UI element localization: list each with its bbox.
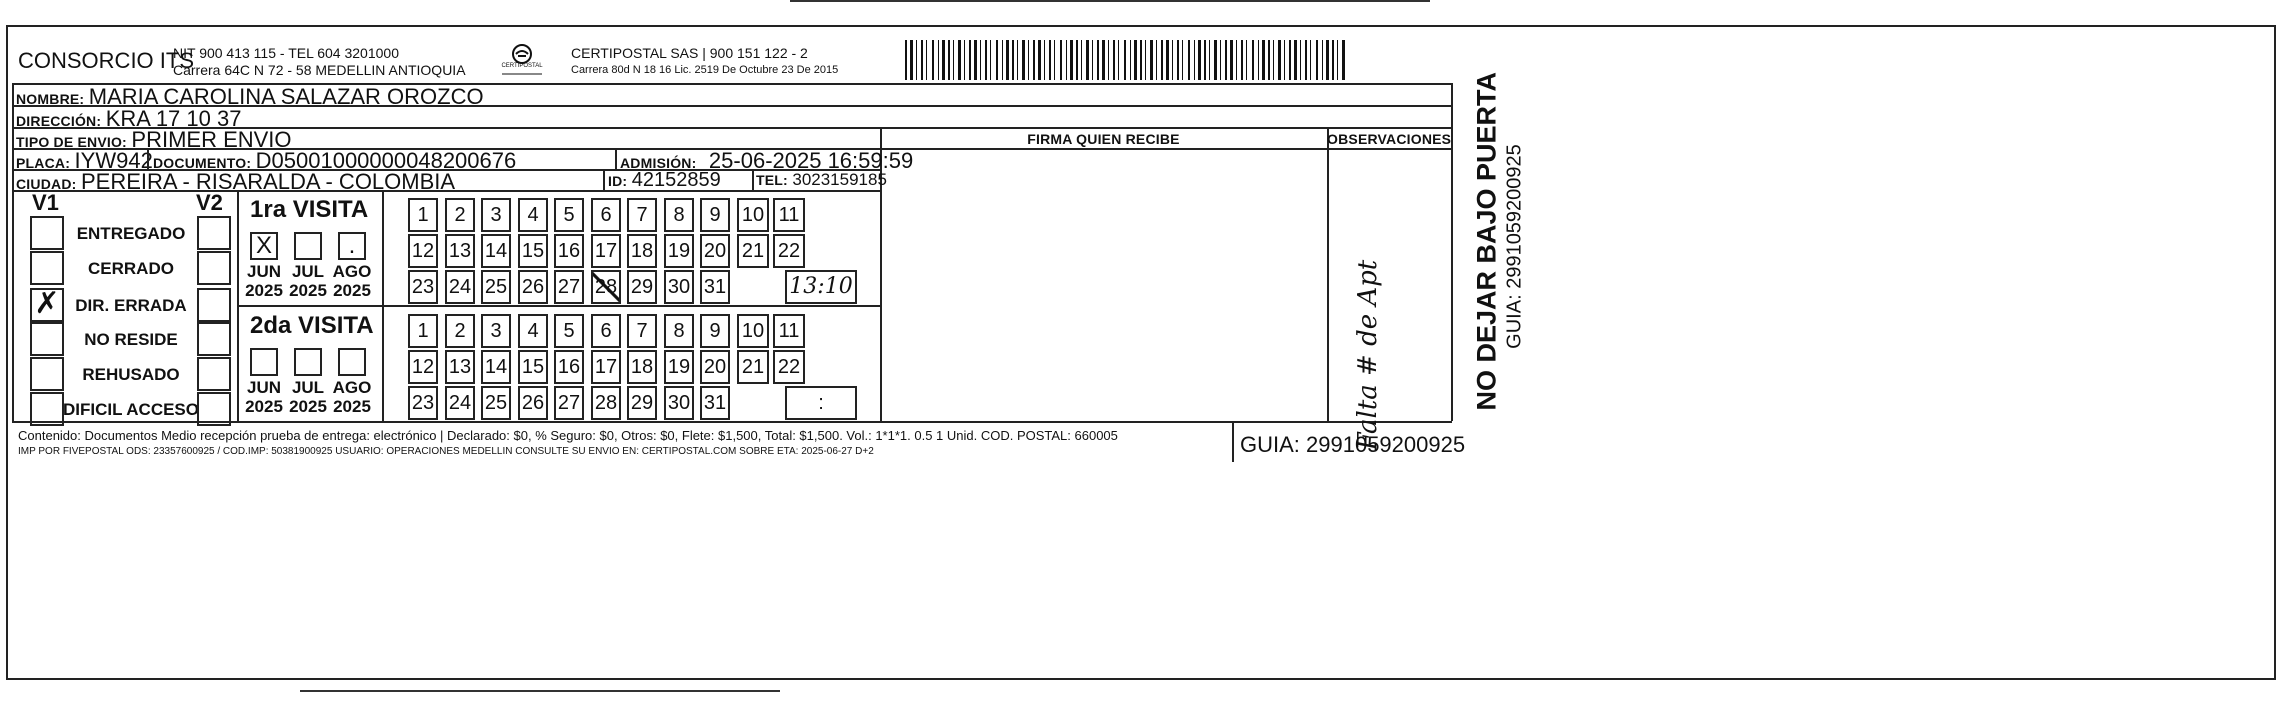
month-year: 2025 (289, 397, 327, 416)
visit2-month-label (327, 378, 377, 416)
company-name: CONSORCIO ITS (18, 48, 195, 73)
placa-value: IYW942 (74, 148, 153, 173)
visit1-day-box[interactable]: 15 (518, 234, 548, 268)
visit1-day-box[interactable]: 9 (700, 198, 730, 232)
month-name: AGO (332, 262, 372, 281)
direccion-value: KRA 17 10 37 (105, 106, 242, 131)
nombre-value: MARIA CAROLINA SALAZAR OROZCO (88, 84, 484, 109)
footer-guia: GUIA: 2991059200925 (1240, 432, 1466, 457)
visit1-month-label (239, 262, 289, 300)
visit2-day-box[interactable]: 18 (627, 350, 657, 384)
month-year: 2025 (333, 281, 371, 300)
scan-edge-top (790, 0, 1430, 2)
placa-label: PLACA: (16, 155, 71, 171)
visit1-month-checkbox[interactable]: X (250, 232, 278, 260)
v1-checkbox[interactable]: ✗ (30, 288, 64, 322)
visit1-day-box[interactable]: 22 (773, 234, 805, 268)
v2-checkbox[interactable] (197, 288, 231, 322)
visit1-day-box[interactable]: 31 (700, 270, 730, 304)
visit1-day-box[interactable]: 25 (481, 270, 511, 304)
observaciones-note: Falta # de Apt (1353, 259, 1383, 451)
month-name: JUN (246, 378, 281, 397)
visit2-day-box[interactable]: 30 (664, 386, 694, 420)
visit1-time-box[interactable]: 13:10 (785, 270, 857, 304)
month-name: AGO (332, 378, 372, 397)
visit2-month-label (239, 378, 289, 416)
visit2-day-box[interactable]: 4 (518, 314, 548, 348)
month-year: 2025 (245, 281, 283, 300)
visit1-day-box[interactable]: 29 (627, 270, 657, 304)
certipostal-logo (500, 42, 544, 78)
admision-label: ADMISIÓN: (620, 155, 697, 171)
documento-value: D05001000000048200676 (255, 148, 517, 173)
month-year: 2025 (245, 397, 283, 416)
visit1-day-box[interactable]: 6 (591, 198, 621, 232)
visit1-day-box[interactable]: 11 (773, 198, 805, 232)
v2-checkbox[interactable] (197, 322, 231, 356)
visit2-day-box[interactable]: 17 (591, 350, 621, 384)
side-text (1455, 71, 1526, 415)
status-label: ENTREGADO (76, 224, 186, 243)
visit1-day-box[interactable]: 14 (481, 234, 511, 268)
visit2-day-box[interactable]: 24 (445, 386, 475, 420)
visit1-day-box[interactable]: 12 (408, 234, 438, 268)
v1-label: V1 (32, 190, 59, 215)
carrier-nit: CERTIPOSTAL SAS | 900 151 122 - 2 (571, 45, 808, 61)
tel-value: 3023159185 (792, 170, 887, 189)
visit1-day-box[interactable]: 23 (408, 270, 438, 304)
visit2-day-box[interactable]: 1 (408, 314, 438, 348)
ciudad-label: CIUDAD: (16, 176, 77, 192)
visit1-day-box[interactable]: 19 (664, 234, 694, 268)
visit2-month-checkbox[interactable] (294, 348, 322, 376)
ciudad-row (16, 169, 455, 195)
visit1-day-box[interactable]: 17 (591, 234, 621, 268)
v2-checkbox[interactable] (197, 251, 231, 285)
visit2-day-box[interactable]: 10 (737, 314, 769, 348)
visit1-day-box[interactable]: 13 (445, 234, 475, 268)
visit2-day-box[interactable]: 20 (700, 350, 730, 384)
carrier-address: Carrera 80d N 18 16 Lic. 2519 De Octubre 23 De 2015 (571, 64, 839, 76)
visit1-day-box[interactable]: 7 (627, 198, 657, 232)
visit2-title: 2da VISITA (250, 312, 374, 339)
visit2-day-box[interactable]: 9 (700, 314, 730, 348)
visit1-day-box[interactable]: 16 (554, 234, 584, 268)
visit2-day-box[interactable]: 31 (700, 386, 730, 420)
visit1-day-box[interactable]: 30 (664, 270, 694, 304)
visit1-day-box[interactable]: 18 (627, 234, 657, 268)
visit2-day-box[interactable]: 11 (773, 314, 805, 348)
visit2-day-box[interactable]: 26 (518, 386, 548, 420)
status-label: DIFICIL ACCESO (62, 400, 199, 419)
visit2-day-box[interactable]: 23 (408, 386, 438, 420)
visit2-day-box[interactable]: 25 (481, 386, 511, 420)
nombre-label: NOMBRE: (16, 91, 85, 107)
id-value: 42152859 (631, 169, 721, 191)
visit1-month-checkbox[interactable]: . (338, 232, 366, 260)
visit2-day-box[interactable]: 12 (408, 350, 438, 384)
visit2-day-box[interactable]: 28 (591, 386, 621, 420)
id-label: ID: (608, 173, 628, 189)
visit2-day-box[interactable]: 3 (481, 314, 511, 348)
visit1-day-box[interactable]: 26 (518, 270, 548, 304)
v2-checkbox[interactable] (197, 357, 231, 391)
barcode (905, 40, 1345, 80)
visit2-day-box[interactable]: 14 (481, 350, 511, 384)
visit2-day-box[interactable]: 29 (627, 386, 657, 420)
visit1-month-label (283, 262, 333, 300)
footer-imp: IMP POR FIVEPOSTAL ODS: 23357600925 / COD.IMP: 50381900925 USUARIO: OPERACIONES MEDELLIN CONSULTE SU ENVIO EN: CERTIPOSTAL.COM SOBRE ETA: 2025-06-27 D+2 (18, 446, 874, 457)
visit1-day-box[interactable]: 28 (591, 270, 621, 304)
visit1-day-box[interactable]: 21 (737, 234, 769, 268)
visit1-month-checkbox[interactable] (294, 232, 322, 260)
month-name: JUL (291, 262, 325, 281)
tipo-label: TIPO DE ENVIO: (16, 134, 127, 150)
visit2-month-checkbox[interactable] (250, 348, 278, 376)
visit1-day-box[interactable]: 27 (554, 270, 584, 304)
visit1-title: 1ra VISITA (250, 196, 369, 223)
visit1-day-box[interactable]: 24 (445, 270, 475, 304)
visit1-day-box[interactable]: 5 (554, 198, 584, 232)
status-label: REHUSADO (82, 365, 180, 384)
visit1-day-box[interactable]: 4 (518, 198, 548, 232)
footer-contenido: Contenido: Documentos Medio recepción prueba de entrega: electrónico | Declarado: $0, % Seguro: $0, Otros: $0, Flete: $1,500, Total: $1,500. Vol.: 1*1*1. 0.5 1 Unid. COD. POSTAL: 660005 (18, 428, 1118, 443)
direccion-label: DIRECCIÓN: (16, 113, 102, 129)
v2-checkbox[interactable] (197, 392, 231, 426)
visit1-day-box[interactable]: 20 (700, 234, 730, 268)
visit2-day-box[interactable]: 13 (445, 350, 475, 384)
tel-label: TEL: (756, 172, 788, 188)
visit1-month-label (327, 262, 377, 300)
visit1-day-box[interactable]: 1 (408, 198, 438, 232)
id-row (608, 169, 721, 192)
visit2-time-box[interactable]: : (785, 386, 857, 420)
month-year: 2025 (333, 397, 371, 416)
ciudad-value: PEREIRA - RISARALDA - COLOMBIA (80, 169, 456, 194)
month-name: JUN (246, 262, 281, 281)
status-label: CERRADO (88, 259, 174, 278)
visit1-day-box[interactable]: 10 (737, 198, 769, 232)
visit2-day-box[interactable]: 8 (664, 314, 694, 348)
carrier-logo-text: CERTIPOSTAL (501, 63, 543, 69)
tipo-value: PRIMER ENVIO (131, 127, 292, 152)
visit2-month-label (283, 378, 333, 416)
scan-edge-bottom (300, 690, 780, 692)
company-nit: NIT 900 413 115 - TEL 604 3201000 (173, 45, 399, 61)
documento-label: DOCUMENTO: (153, 155, 252, 171)
v2-label: V2 (196, 190, 223, 215)
visit2-day-box[interactable]: 22 (773, 350, 805, 384)
visit2-day-box[interactable]: 19 (664, 350, 694, 384)
observaciones-label: OBSERVACIONES (1327, 131, 1452, 147)
visit2-month-checkbox[interactable] (338, 348, 366, 376)
visit1-day-box[interactable]: 8 (664, 198, 694, 232)
company-address: Carrera 64C N 72 - 58 MEDELLIN ANTIOQUIA (173, 62, 466, 78)
month-year: 2025 (289, 281, 327, 300)
month-name: JUL (291, 378, 325, 397)
visit2-day-box[interactable]: 27 (554, 386, 584, 420)
visit2-day-box[interactable]: 16 (554, 350, 584, 384)
visit2-day-box[interactable]: 15 (518, 350, 548, 384)
side-guia: GUIA: 2991059200925 (1503, 144, 1526, 349)
visit2-day-box[interactable]: 2 (445, 314, 475, 348)
status-label: DIR. ERRADA (75, 296, 187, 315)
visit1-day-box[interactable]: 3 (481, 198, 511, 232)
side-warning: NO DEJAR BAJO PUERTA (1471, 71, 1502, 411)
tel-row (756, 170, 887, 190)
visit2-day-box[interactable]: 6 (591, 314, 621, 348)
v2-checkbox[interactable] (197, 216, 231, 250)
visit2-day-box[interactable]: 5 (554, 314, 584, 348)
firma-label: FIRMA QUIEN RECIBE (1027, 131, 1180, 147)
visit2-day-box[interactable]: 7 (627, 314, 657, 348)
visit1-day-box[interactable]: 2 (445, 198, 475, 232)
visit2-day-box[interactable]: 21 (737, 350, 769, 384)
admision-value: 25-06-2025 16:59:59 (708, 148, 914, 173)
status-label: NO RESIDE (84, 330, 178, 349)
